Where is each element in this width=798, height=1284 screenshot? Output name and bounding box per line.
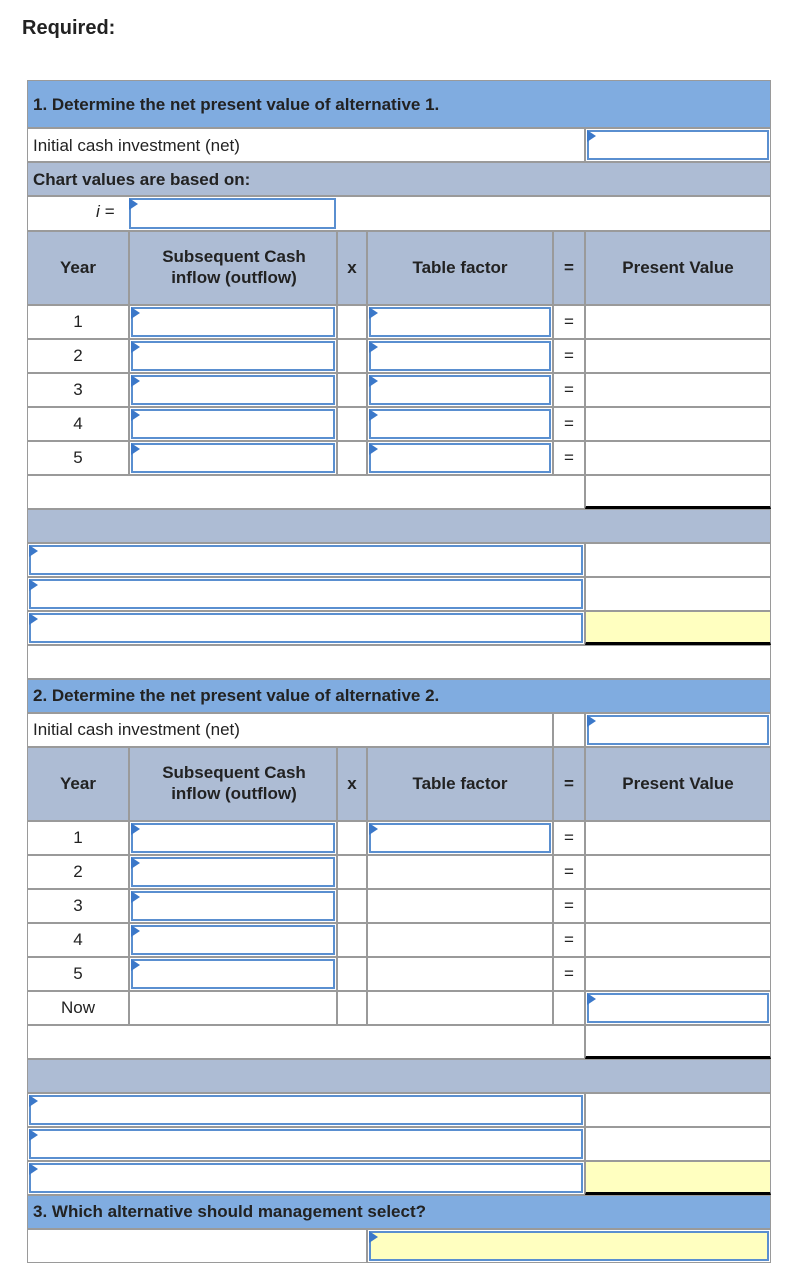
- part2-initial-label-cell: [27, 713, 553, 747]
- part2-year-header: [27, 747, 129, 821]
- part2-row-x-cell: [337, 889, 367, 923]
- part1-summary-row-2-value: [585, 577, 771, 611]
- part1-i-label: i =: [96, 202, 115, 221]
- part1-row-cash-input[interactable]: [131, 443, 335, 473]
- part1-row-pv-cell: [585, 407, 771, 441]
- part2-eq-header: [553, 747, 585, 821]
- part2-row-eq-sign: =: [564, 828, 574, 847]
- part2-row-eq-cell: [553, 923, 585, 957]
- part1-row-eq-sign: =: [564, 380, 574, 399]
- part2-row-eq-cell: [553, 889, 585, 923]
- part1-row-year-cell: [27, 407, 129, 441]
- part1-rate-input[interactable]: [129, 198, 336, 229]
- part2-now-x-cell: [337, 991, 367, 1025]
- part2-row-factor-cell: [367, 923, 553, 957]
- part2-summary-select-3[interactable]: [29, 1163, 583, 1193]
- part1-npv-answer: [585, 611, 771, 645]
- part1-row-eq-sign: =: [564, 346, 574, 365]
- part1-row-cash-input[interactable]: [131, 307, 335, 337]
- part1-row-year-label: 2: [73, 346, 83, 365]
- part1-cash-header: [129, 231, 337, 305]
- part1-row-x-cell: [337, 373, 367, 407]
- part2-factor-header: [367, 747, 553, 821]
- part2-row-pv-cell: [585, 855, 771, 889]
- part1-pv-header-label: Present Value: [622, 258, 734, 277]
- part2-row-cash-input[interactable]: [131, 891, 335, 921]
- part1-row-cash-input[interactable]: [131, 409, 335, 439]
- part1-title-bar: [27, 80, 771, 128]
- part1-title: 1. Determine the net present value of alternative 1.: [33, 95, 440, 114]
- part1-row-eq-cell: [553, 339, 585, 373]
- part2-x-header-label: x: [347, 774, 357, 793]
- part2-pv-header: [585, 747, 771, 821]
- part2-now-eq-cell: [553, 991, 585, 1025]
- part2-now-year-cell: [27, 991, 129, 1025]
- part1-row-x-cell: [337, 339, 367, 373]
- part3-label-cell: [27, 1229, 367, 1263]
- part2-year-header-label: Year: [60, 774, 96, 793]
- part2-row-factor-input[interactable]: [369, 823, 551, 853]
- part2-row-cash-input[interactable]: [131, 857, 335, 887]
- part2-npv-answer: [585, 1161, 771, 1195]
- part2-factor-header-label: Table factor: [412, 774, 508, 793]
- part2-row-pv-cell: [585, 923, 771, 957]
- part2-row-pv-cell: [585, 957, 771, 991]
- part1-total-label-cell: [27, 475, 585, 509]
- part2-row-year-cell: [27, 923, 129, 957]
- part1-summary-select-1[interactable]: [29, 545, 583, 575]
- part1-row-year-cell: [27, 373, 129, 407]
- page-heading: Required:: [22, 17, 116, 39]
- part1-factor-header-label: Table factor: [412, 258, 508, 277]
- part2-now-pv-input[interactable]: [587, 993, 769, 1023]
- part2-row-year-cell: [27, 855, 129, 889]
- part2-row-year-label: 4: [73, 930, 83, 949]
- part2-summary-row-2-value: [585, 1127, 771, 1161]
- part2-row-cash-input[interactable]: [131, 959, 335, 989]
- part1-row-x-cell: [337, 441, 367, 475]
- part1-row-x-cell: [337, 407, 367, 441]
- part1-row-cash-input[interactable]: [131, 375, 335, 405]
- part1-row-eq-cell: [553, 441, 585, 475]
- part1-row-x-cell: [337, 305, 367, 339]
- part2-now-label: Now: [60, 998, 95, 1017]
- part2-title-bar: [27, 679, 771, 713]
- part2-row-factor-cell: [367, 855, 553, 889]
- part1-initial-label-cell: [27, 128, 585, 162]
- part1-total-pv-cell: [585, 475, 771, 509]
- part2-row-cash-input[interactable]: [131, 823, 335, 853]
- part2-summary-select-2[interactable]: [29, 1129, 583, 1159]
- part1-row-pv-cell: [585, 441, 771, 475]
- part2-x-header: [337, 747, 367, 821]
- part1-cash-header-label: Subsequent Cash inflow (outflow): [162, 247, 306, 287]
- part1-year-header: [27, 231, 129, 305]
- part1-row-year-label: 3: [73, 380, 83, 399]
- part1-row-cash-input[interactable]: [131, 341, 335, 371]
- part1-row-factor-input[interactable]: [369, 375, 551, 405]
- part2-pv-header-label: Present Value: [622, 774, 734, 793]
- part1-row-eq-cell: [553, 305, 585, 339]
- part2-summary-select-1[interactable]: [29, 1095, 583, 1125]
- part2-row-eq-sign: =: [564, 930, 574, 949]
- part1-row-factor-input[interactable]: [369, 307, 551, 337]
- part2-row-factor-cell: [367, 957, 553, 991]
- part2-row-year-label: 2: [73, 862, 83, 881]
- part2-row-eq-cell: [553, 821, 585, 855]
- part3-answer-select[interactable]: [369, 1231, 769, 1261]
- part1-row-eq-sign: =: [564, 414, 574, 433]
- part1-chart-label: Chart values are based on:: [33, 170, 251, 189]
- part1-summary-bar: [27, 509, 771, 543]
- part2-summary-bar: [27, 1059, 771, 1093]
- part2-row-eq-sign: =: [564, 896, 574, 915]
- part1-row-eq-cell: [553, 407, 585, 441]
- part1-row-pv-cell: [585, 339, 771, 373]
- part1-summary-select-2[interactable]: [29, 579, 583, 609]
- part2-row-x-cell: [337, 957, 367, 991]
- part2-row-eq-cell: [553, 855, 585, 889]
- part1-initial-input[interactable]: [587, 130, 769, 160]
- part2-summary-row-1-value: [585, 1093, 771, 1127]
- part1-row-factor-input[interactable]: [369, 409, 551, 439]
- part2-row-pv-cell: [585, 889, 771, 923]
- part2-row-year-label: 1: [73, 828, 83, 847]
- part2-row-year-label: 5: [73, 964, 83, 983]
- part1-row-factor-input[interactable]: [369, 443, 551, 473]
- part1-factor-header: [367, 231, 553, 305]
- part1-row-year-cell: [27, 339, 129, 373]
- part1-summary-row-1-value: [585, 543, 771, 577]
- part2-now-cash-cell: [129, 991, 337, 1025]
- part2-initial-eq-cell: [553, 713, 585, 747]
- part2-cash-header: [129, 747, 337, 821]
- part1-row-eq-sign: =: [564, 312, 574, 331]
- part2-row-year-cell: [27, 889, 129, 923]
- part1-row-pv-cell: [585, 373, 771, 407]
- part1-year-header-label: Year: [60, 258, 96, 277]
- part2-row-year-cell: [27, 821, 129, 855]
- part3-title: 3. Which alternative should management select?: [33, 1202, 426, 1221]
- part1-row-pv-cell: [585, 305, 771, 339]
- part2-cash-header-label: Subsequent Cash inflow (outflow): [162, 763, 306, 803]
- part1-row-eq-sign: =: [564, 448, 574, 467]
- part2-row-x-cell: [337, 855, 367, 889]
- part2-row-eq-cell: [553, 957, 585, 991]
- part3-title-bar: [27, 1195, 771, 1229]
- part2-total-pv-cell: [585, 1025, 771, 1059]
- part1-x-header: [337, 231, 367, 305]
- part2-row-cash-input[interactable]: [131, 925, 335, 955]
- part1-row-factor-input[interactable]: [369, 341, 551, 371]
- part2-title: 2. Determine the net present value of alternative 2.: [33, 686, 440, 705]
- part2-row-factor-cell: [367, 889, 553, 923]
- part1-row-year-label: 5: [73, 448, 83, 467]
- part2-eq-header-label: =: [564, 774, 574, 793]
- part1-x-header-label: x: [347, 258, 357, 277]
- part2-total-label-cell: [27, 1025, 585, 1059]
- part1-row-year-label: 1: [73, 312, 83, 331]
- part1-initial-label: Initial cash investment (net): [33, 136, 240, 155]
- part1-pv-header: [585, 231, 771, 305]
- part2-row-eq-sign: =: [564, 964, 574, 983]
- part2-now-factor-cell: [367, 991, 553, 1025]
- part2-row-year-cell: [27, 957, 129, 991]
- part2-row-x-cell: [337, 923, 367, 957]
- part1-eq-header-label: =: [564, 258, 574, 277]
- spacer-row: [27, 645, 771, 679]
- part2-row-year-label: 3: [73, 896, 83, 915]
- part1-row-eq-cell: [553, 373, 585, 407]
- part2-row-pv-cell: [585, 821, 771, 855]
- part1-row-year-cell: [27, 441, 129, 475]
- part2-initial-label: Initial cash investment (net): [33, 720, 240, 739]
- part2-initial-input[interactable]: [587, 715, 769, 745]
- part2-row-eq-sign: =: [564, 862, 574, 881]
- part1-eq-header: [553, 231, 585, 305]
- part1-row-year-label: 4: [73, 414, 83, 433]
- part1-summary-select-3[interactable]: [29, 613, 583, 643]
- part1-row-year-cell: [27, 305, 129, 339]
- part2-row-x-cell: [337, 821, 367, 855]
- part1-chart-bar: [27, 162, 771, 196]
